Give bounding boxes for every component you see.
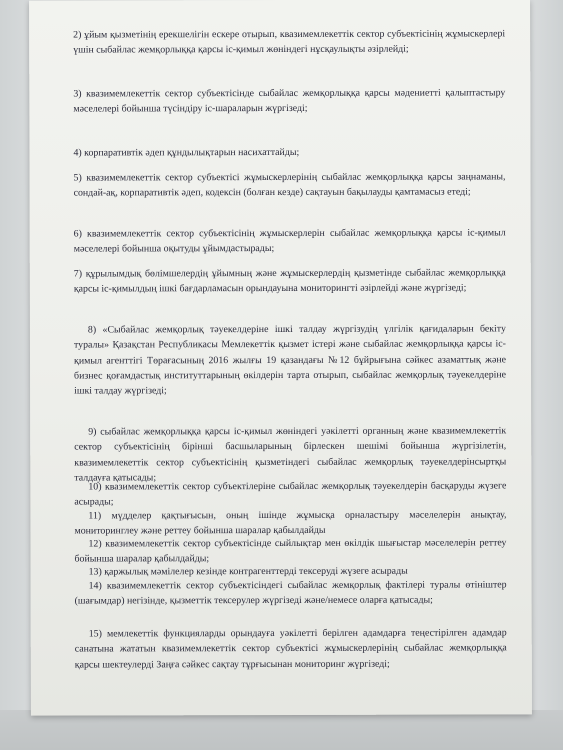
paragraph-12: 12) квазимемлекеттік сектор субъектісінде сыйлықтар мен өкілдік шығыстар мәселелерін реттеу бойынша шаралар қабылдайды; (74, 537, 507, 565)
paragraph-11: 11) мүдделер қақтығысын, оның ішінде жұмысқа орналастыру мәселелерін анықтау, мониторинглеу және реттеу бойынша шаралар қабылдайды (74, 509, 507, 537)
paragraph-2: 2) ұйым қызметінің ерекшелігін ескере отырып, квазимемлекеттік сектор субъектісінің жұмыскерлері үшін сыбайлас жемқорлыққа қарсы іс-қимыл жөніндегі нұсқаулықты әзірлейді; (73, 28, 506, 56)
document-page (29, 0, 532, 716)
paragraph-3: 3) квазимемлекеттік сектор субъектісінде сыбайлас жемқорлыққа қарсы мәдениетті қалыптастыру мәселелері бойынша түсіндіру іс-шараларын жүргізеді; (73, 87, 506, 115)
paragraph-9: 9) сыбайлас жемқорлыққа қарсы іс-қимыл жөніндегі уәкілетті органның және квазимемлекеттік сектор субъектісінің бірінші басшыларының бірлескен шешімі бойынша жүргізілетін, квазимемлекеттік сектор субъектісінің қызметіндегі сыбайлас жемқорлық тәуекелдерінсыртқы талдауға қатысады; (74, 425, 507, 484)
paragraph-13: 13) қаржылық мәмілелер кезінде контрагенттерді тексеруді жүзеге асырады (88, 565, 408, 578)
paragraph-14: 14) квазимемлекеттік сектор субъектісіндегі сыбайлас жемқорлық фактілері туралы өтініштер (шағымдар) негізінде, қызметтік тексерулер жүргізеді және/немесе оларға қатысады; (74, 579, 507, 607)
paragraph-15: 15) мемлекеттік функцияларды орындауға уәкілетті берілген адамдарға теңестірілген адамдар санатына жататын квазимемлекеттік сектор субъектісі жұмыскерлерінің сыбайлас жемқорлыққа қарсы шектеулерді Заңға сәйкес сақтау тұрғысынан мониторинг жүргізеді; (74, 627, 507, 671)
paragraph-8: 8) «Сыбайлас жемқорлық тәуекелдеріне ішкі талдау жүргізудің үлгілік қағидаларын бекіту туралы» Қазақстан Республикасы Мемлекеттік қызмет істері және сыбайлас жемқорлыққа қарсы іс-қимыл агенттігі Төрағасының 2016 жылғы 19 қазандағы №12 бұйрығына сәйкес азаматтық және бизнес қоғамдастық институттарының өкілдерін тарта отырып, сыбайлас жемқорлық тәуекелдеріне ішкі талдау жүргізеді; (73, 323, 507, 397)
wall-background (0, 710, 563, 750)
paragraph-4: 4) корпаративтік әдеп құндылықтарын насихаттайды; (73, 146, 300, 159)
paragraph-10: 10) квазимемлекеттік сектор субъектілеріне сыбайлас жемқорлық тәуекелдерін басқаруды жүзеге асырады; (74, 480, 507, 508)
paragraph-5: 5) квазимемлекеттік сектор субъектісі жұмыскерлерінің сыбайлас жемқорлыққа қарсы заңнаманы, сондай-ақ, корпаративтік әдеп, кодексін (болған кезде) сақтауын бақылауды қамтамасыз етеді; (73, 171, 506, 199)
paragraph-6: 6) квазимемлекеттік сектор субъектісінің жұмыскерлерін сыбайлас жемқорлыққа қарсы іс-қимыл мәселелері бойынша оқытуды ұйымдастырады; (73, 227, 506, 255)
paragraph-7: 7) құрылымдық бөлімшелердің ұйымның және жұмыскерлердің қызметінде сыбайлас жемқорлыққа қарсы іс-қимылдың ішкі бағдарламасын орындауына мониторингті әзірлейді және жүргізеді; (73, 267, 506, 295)
